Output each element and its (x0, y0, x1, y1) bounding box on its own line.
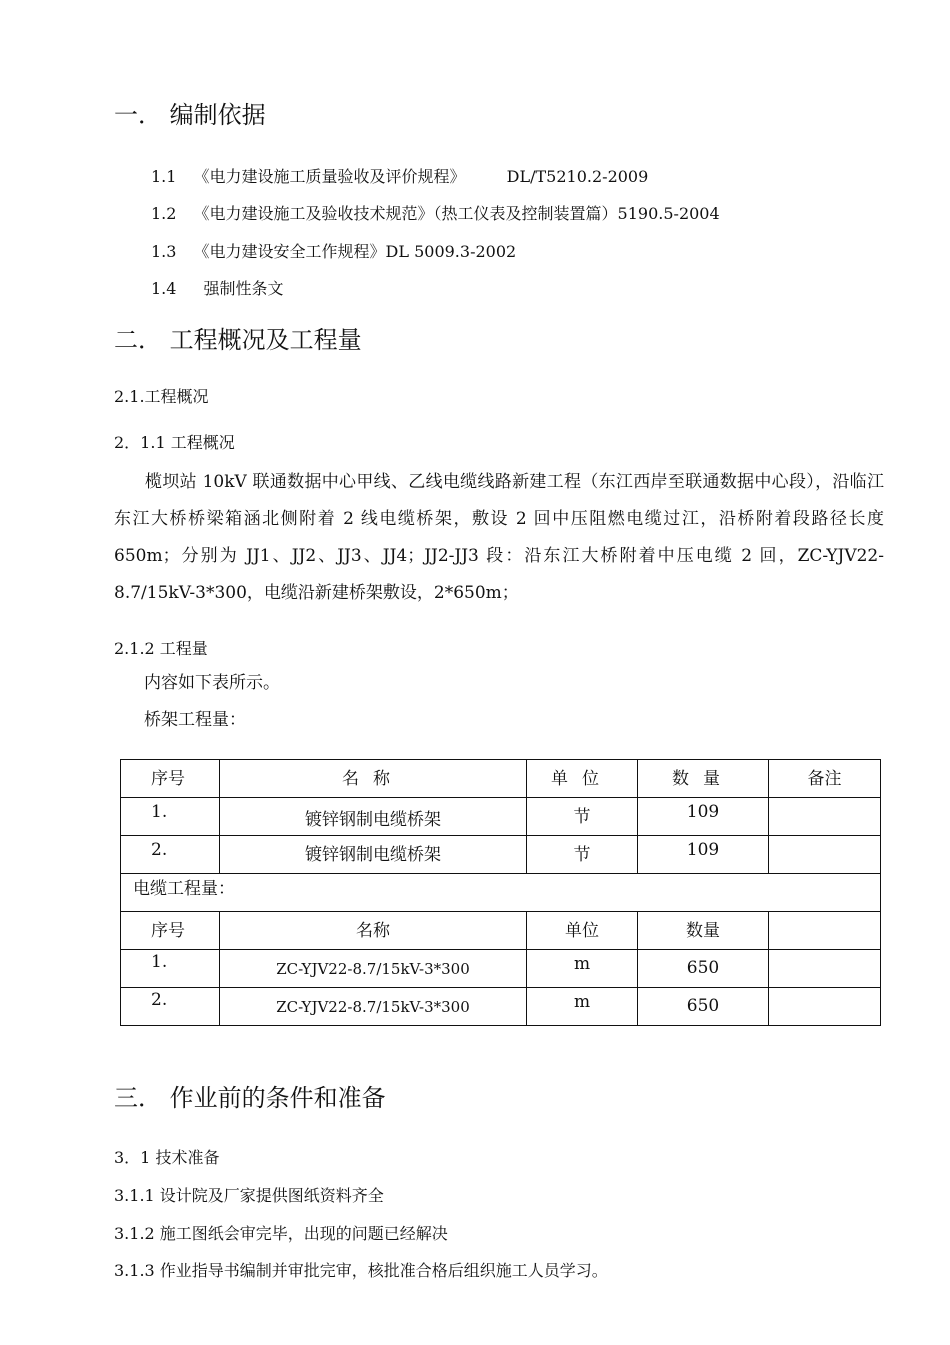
cable-label: 电缆工程量： (121, 874, 881, 912)
ref-number: 1.1 (151, 167, 177, 186)
ref-number: 1.2 (151, 204, 177, 223)
cell-name: ZC-YJV22-8.7/15kV-3*300 (220, 950, 527, 988)
cable-label-row (121, 874, 881, 912)
subsection-2-1-1: 2．1.1 工程概况 (114, 433, 235, 452)
cell-name: ZC-YJV22-8.7/15kV-3*300 (220, 988, 527, 1026)
cell-index: 2. (121, 836, 220, 874)
cell-quantity: 650 (638, 988, 769, 1026)
header-cell: 单位 (527, 760, 638, 798)
cell-quantity: 650 (638, 950, 769, 988)
cell-quantity: 109 (638, 836, 769, 874)
cell-unit: m (527, 988, 638, 1026)
cell-unit: 节 (527, 798, 638, 836)
section3-title: 三． 作业前的条件和准备 (114, 1084, 386, 1112)
cell-index: 1. (121, 798, 220, 836)
quantity-table (120, 759, 881, 1026)
cell-name: 镀锌钢制电缆桥架 (220, 798, 527, 836)
header-cell (769, 912, 881, 950)
table-row (121, 950, 881, 988)
cable-header-row (121, 912, 881, 950)
cell-remark (769, 950, 881, 988)
cell-unit: m (527, 950, 638, 988)
ref-1-4 (151, 276, 284, 299)
item-3-1-1: 3.1.1 设计院及厂家提供图纸资料齐全 (114, 1186, 384, 1205)
ref-title: 《电力建设施工及验收技术规范》（热工仪表及控制装置篇）5190.5-2004 (193, 204, 720, 223)
ref-1-1 (151, 164, 648, 187)
bridge-label: 桥架工程量： (144, 710, 246, 730)
ref-title: 《电力建设安全工作规程》DL 5009.3-2002 (193, 242, 517, 261)
subsection-2-1: 2.1.工程概况 (114, 387, 209, 406)
cell-index: 1. (121, 950, 220, 988)
ref-title: 《电力建设施工质量验收及评价规程》 (193, 167, 466, 186)
ref-1-2 (151, 201, 720, 224)
section1-title: 一． 编制依据 (114, 101, 266, 129)
header-cell: 名称 (220, 760, 527, 798)
cell-remark (769, 836, 881, 874)
header-cell: 单位 (527, 912, 638, 950)
item-3-1-3: 3.1.3 作业指导书编制并审批完审，核批准合格后组织施工人员学习。 (114, 1261, 608, 1280)
subsection-3-1: 3．1 技术准备 (114, 1148, 220, 1167)
header-cell: 数量 (638, 912, 769, 950)
table-row (121, 988, 881, 1026)
table-row (121, 836, 881, 874)
project-overview-paragraph: 榄坝站 10kV 联通数据中心甲线、乙线电缆线路新建工程（东江西岸至联通数据中心段），沿临江东江大桥桥梁箱涵北侧附着 2 线电缆桥架，敷设 2 回中压阻燃电缆过江，沿桥附着段路径长度 650m；分别为 JJ1、JJ2、JJ3、JJ4；JJ2-JJ3 段：沿东江大桥附着中压电缆 2 回，ZC-YJV22-8.7/15kV-3*300，电缆沿新建桥架敷设，2*650m； (114, 472, 884, 603)
ref-1-3 (151, 239, 516, 262)
ref-number: 1.4 (151, 279, 177, 298)
ref-number: 1.3 (151, 242, 177, 261)
cell-index: 2. (121, 988, 220, 1026)
item-3-1-2: 3.1.2 施工图纸会审完毕，出现的问题已经解决 (114, 1224, 448, 1243)
cell-name: 镀锌钢制电缆桥架 (220, 836, 527, 874)
subsection-2-1-2: 2.1.2 工程量 (114, 639, 208, 658)
section2-title: 二． 工程概况及工程量 (114, 326, 362, 354)
ref-code: DL/T5210.2-2009 (506, 167, 649, 186)
header-cell: 备注 (769, 760, 881, 798)
table-intro: 内容如下表所示。 (144, 673, 280, 693)
cell-unit: 节 (527, 836, 638, 874)
cell-quantity: 109 (638, 798, 769, 836)
cell-remark (769, 798, 881, 836)
header-cell: 序号 (121, 760, 220, 798)
cell-remark (769, 988, 881, 1026)
bridge-header-row (121, 760, 881, 798)
ref-title: 强制性条文 (203, 279, 284, 298)
header-cell: 序号 (121, 912, 220, 950)
table-row (121, 798, 881, 836)
header-cell: 数量 (638, 760, 769, 798)
header-cell: 名称 (220, 912, 527, 950)
